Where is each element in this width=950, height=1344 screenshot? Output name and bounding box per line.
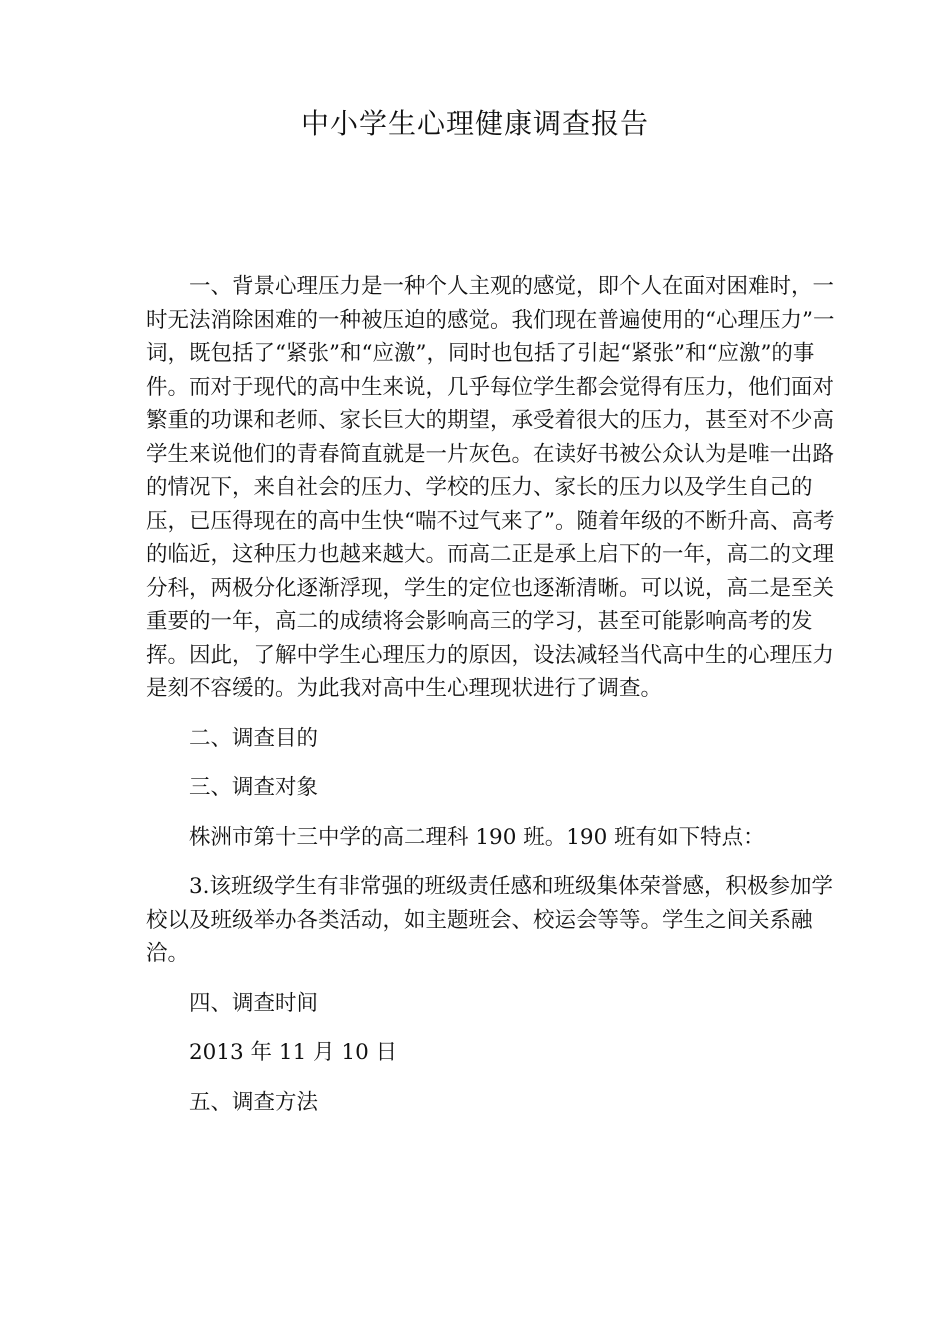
document-body	[146, 270, 836, 1119]
survey-date: 2013 年 11 月 10 日	[189, 1040, 398, 1065]
document-title: 中小学生心理健康调查报告	[300, 107, 649, 140]
section-heading-time: 四、调查时间	[189, 990, 319, 1016]
section-heading-purpose: 二、调查目的	[189, 725, 319, 751]
section-heading-method: 五、调查方法	[189, 1089, 319, 1115]
background-paragraph: 一、背景心理压力是一种个人主观的感觉，即个人在面对困难时，一时无法消除困难的一种被压迫的感觉。我们现在普遍使用的“心理压力”一词，既包括了“紧张”和“应激”，同时也包括了引起“紧张”和“应激”的事件。而对于现代的高中生来说，几乎每位学生都会觉得有压力，他们面对繁重的功课和老师、家长巨大的期望，承受着很大的压力，甚至对不少高学生来说他们的青春简直就是一片灰色。在读好书被公众认为是唯一出路的情况下，来自社会的压力、学校的压力、家长的压力以及学生自己的压，已压得现在的高中生快“喘不过气来了”。随着年级的不断升高、高考的临近，这种压力也越来越大。而高二正是承上启下的一年，高二的文理分科，两极分化逐渐浮现，学生的定位也逐渐清晰。可以说，高二是至关重要的一年，高二的成绩将会影响高三的学习，甚至可能影响高考的发挥。因此，了解中学生心理压力的原因，设法减轻当代高中生的心理压力是刻不容缓的。为此我对高中生心理现状进行了调查。	[146, 274, 835, 701]
subject-paragraph: 株洲市第十三中学的高二理科 190 班。190 班有如下特点：	[189, 824, 765, 850]
section-heading-subject: 三、调查对象	[189, 775, 319, 800]
class-feature-paragraph: 3.该班级学生有非常强的班级责任感和班级集体荣誉感，积极参加学校以及班级举办各类活动，如主题班会、校运会等等。学生之间关系融洽。	[146, 874, 834, 966]
